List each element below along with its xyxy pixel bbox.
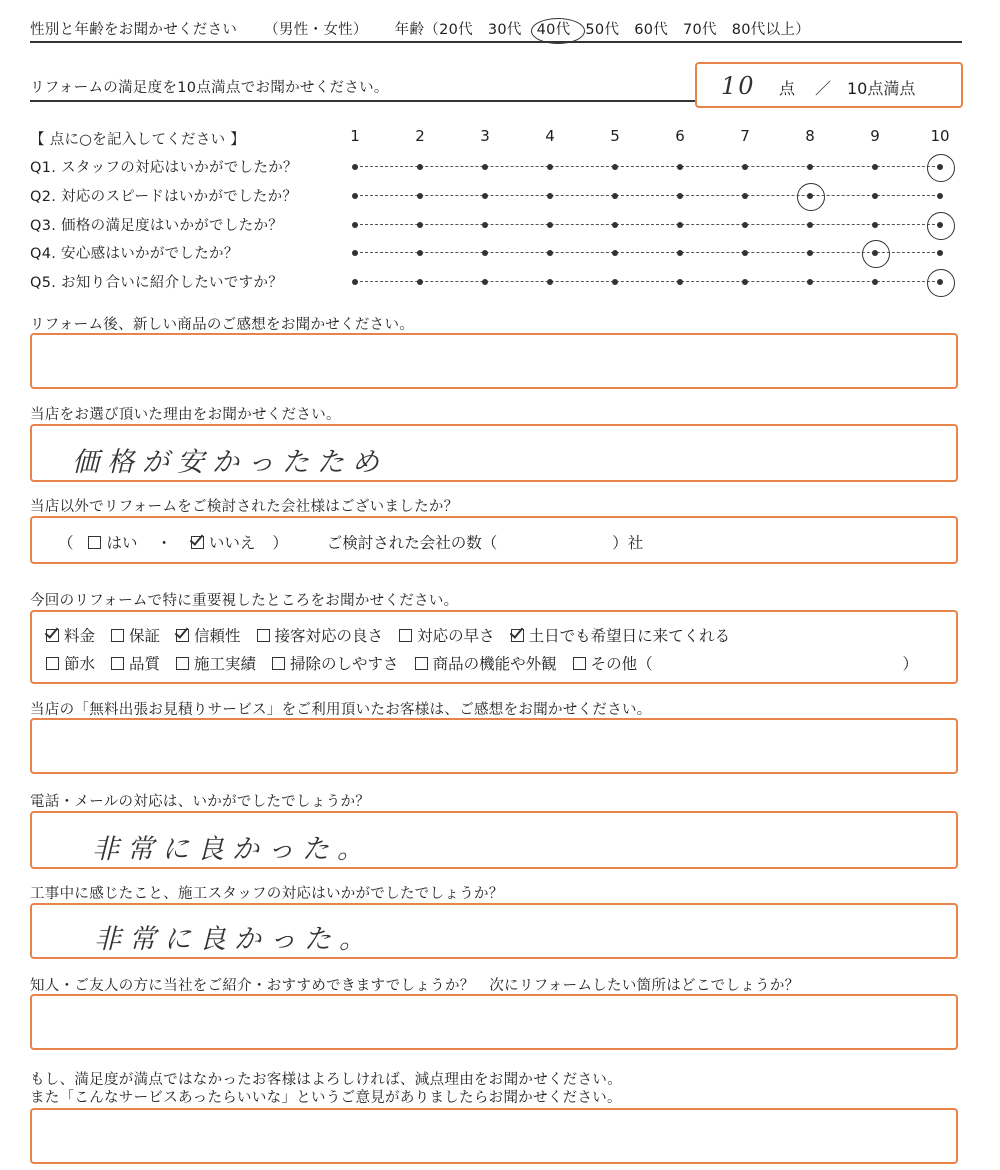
rating-instruction: 【 点に○を記入してください 】 [30, 132, 246, 148]
rating-point[interactable] [937, 193, 943, 199]
rating-point[interactable] [352, 222, 358, 228]
rating-point[interactable] [417, 222, 423, 228]
scale-label: 10 [930, 127, 950, 145]
rating-point[interactable] [872, 164, 878, 170]
priority-label: 対応の早さ [417, 627, 495, 645]
rating-point[interactable] [547, 222, 553, 228]
other-companies-answer [30, 516, 958, 564]
rating-point[interactable] [352, 193, 358, 199]
age-option[interactable]: 70代 [682, 22, 717, 38]
divider [30, 41, 962, 43]
scale-label: 9 [870, 127, 880, 145]
gender-age-row [30, 18, 810, 39]
priority-option[interactable] [46, 655, 95, 673]
answer-text: 非常に良かった。 [92, 834, 372, 865]
divider [30, 100, 695, 102]
selected-rating-circle [797, 183, 825, 211]
priorities-row [46, 652, 936, 674]
rating-point[interactable] [872, 279, 878, 285]
rating-point[interactable] [482, 193, 488, 199]
phone-mail-answer[interactable] [30, 811, 958, 869]
rating-point[interactable] [742, 164, 748, 170]
scale-label: 7 [740, 127, 750, 145]
priority-option[interactable] [176, 627, 241, 645]
rating-point[interactable] [547, 164, 553, 170]
priority-label: 接客対応の良さ [274, 627, 384, 645]
phone-mail-prompt: 電話・メールの対応は、いかがでしたでしょうか？ [30, 794, 371, 810]
rating-point[interactable] [872, 222, 878, 228]
selected-rating-circle [927, 269, 955, 297]
scale-label: 2 [415, 127, 425, 145]
priority-label: 信頼性 [194, 627, 241, 645]
rating-line [355, 224, 940, 225]
referral-prompt: 知人・ご友人の方に当社をご紹介・おすすめできますでしょうか？ 次にリフォームしたい箇所はどこでしょうか？ [30, 978, 800, 994]
reason-answer[interactable] [30, 424, 958, 482]
other-close-paren: ） [902, 655, 918, 673]
checkbox[interactable] [573, 657, 586, 670]
other-companies-prompt: 当店以外でリフォームをご検討された会社様はございましたか？ [30, 499, 459, 515]
checkbox[interactable] [111, 629, 124, 642]
scale-label: 3 [480, 127, 490, 145]
rating-point[interactable] [352, 250, 358, 256]
rating-point[interactable] [417, 250, 423, 256]
checkbox[interactable] [511, 629, 524, 642]
priority-label: 商品の機能や外観 [432, 655, 557, 673]
rating-line [355, 281, 940, 282]
free-estimate-prompt: 当店の「無料出張お見積りサービス」をご利用頂いたお客様は、ご感想をお聞かせください。 [30, 702, 652, 718]
score-unit: 点 [779, 79, 796, 98]
no-checkbox[interactable]: いいえ [191, 534, 256, 552]
rating-point[interactable] [482, 164, 488, 170]
rating-point[interactable] [612, 193, 618, 199]
deduction-prompt-1: もし、満足度が満点ではなかったお客様はよろしければ、減点理由をお聞かせください。 [30, 1072, 622, 1088]
question-label: Q1. スタッフの対応はいかがでしたか？ [30, 160, 298, 176]
construction-answer[interactable] [30, 903, 958, 959]
company-count-label: ご検討された会社の数（ [326, 534, 498, 552]
referral-answer[interactable] [30, 994, 958, 1050]
rating-point[interactable] [352, 279, 358, 285]
rating-point[interactable] [482, 279, 488, 285]
priorities-prompt: 今回のリフォームで特に重要視したところをお聞かせください。 [30, 593, 459, 609]
checkbox[interactable] [111, 657, 124, 670]
checkbox[interactable] [272, 657, 285, 670]
rating-point[interactable] [677, 279, 683, 285]
rating-point[interactable] [742, 250, 748, 256]
score-separator: ／ [815, 79, 832, 98]
question-label: Q3. 価格の満足度はいかがでしたか？ [30, 217, 284, 234]
priority-option[interactable] [272, 655, 399, 673]
scale-label: 8 [805, 127, 815, 145]
priority-label: 品質 [129, 655, 161, 673]
rating-point[interactable] [482, 222, 488, 228]
scale-label: 5 [610, 127, 620, 145]
score-max: 10点満点 [847, 79, 916, 98]
checkbox[interactable] [46, 657, 59, 670]
age-option[interactable]: 60代 [634, 22, 669, 38]
priority-option[interactable] [257, 627, 384, 645]
priority-label: その他（ [590, 655, 653, 673]
checkbox[interactable] [399, 629, 412, 642]
rating-point[interactable] [807, 222, 813, 228]
priority-option[interactable] [111, 655, 160, 673]
rating-line [355, 166, 940, 167]
age-option[interactable]: 30代 [487, 22, 522, 38]
rating-point[interactable] [612, 279, 618, 285]
score-value: 10 [721, 72, 756, 100]
yes-checkbox[interactable]: はい [88, 534, 137, 552]
priority-option[interactable] [415, 655, 557, 673]
rating-point[interactable] [417, 164, 423, 170]
priority-option[interactable] [176, 655, 256, 673]
age-option[interactable]: 80代以上） [731, 22, 811, 38]
scale-label: 4 [545, 127, 555, 145]
separator-dot: ・ [156, 534, 172, 552]
checkbox[interactable] [176, 629, 189, 642]
construction-prompt: 工事中に感じたこと、施工スタッフの対応はいかがでしたでしょうか？ [30, 886, 504, 902]
priority-option[interactable] [111, 627, 160, 645]
gender-age-prompt: 性別と年齢をお聞かせください [30, 22, 238, 38]
rating-point[interactable] [547, 250, 553, 256]
free-estimate-answer[interactable] [30, 718, 958, 774]
priority-label: 施工実績 [194, 655, 257, 673]
rating-point[interactable] [742, 279, 748, 285]
priority-option[interactable] [399, 627, 495, 645]
age-option-selected[interactable]: 40代 [537, 22, 571, 38]
priority-label: 保証 [129, 627, 161, 645]
rating-point[interactable] [872, 193, 878, 199]
checkbox[interactable] [46, 629, 59, 642]
rating-point[interactable] [417, 279, 423, 285]
rating-point[interactable] [612, 164, 618, 170]
priority-option[interactable] [46, 627, 95, 645]
rating-point[interactable] [677, 164, 683, 170]
deduction-prompt-2: また「こんなサービスあったらいいな」というご意見がありましたらお聞かせください。 [30, 1090, 622, 1106]
question-label: Q4. 安心感はいかがでしたか？ [30, 246, 239, 263]
scale-label: 6 [675, 127, 685, 145]
checkbox[interactable] [415, 657, 428, 670]
paren-close: ） [272, 534, 288, 552]
answer-text: 価格が安かったため [72, 447, 387, 478]
rating-point[interactable] [612, 222, 618, 228]
rating-point[interactable] [807, 250, 813, 256]
priorities-row [46, 624, 746, 646]
age-option[interactable]: 50代 [585, 22, 620, 38]
gender-options[interactable]: （男性・女性） [264, 22, 368, 38]
checkbox[interactable] [176, 657, 189, 670]
satisfaction-score-box[interactable] [695, 62, 963, 108]
rating-point[interactable] [417, 193, 423, 199]
rating-point[interactable] [742, 193, 748, 199]
age-option[interactable]: 20代 [439, 22, 473, 38]
priority-label: 掃除のしやすさ [290, 655, 399, 673]
priority-label: 節水 [64, 655, 96, 673]
age-label: 年齢（ [394, 22, 440, 38]
new-product-prompt: リフォーム後、新しい商品のご感想をお聞かせください。 [30, 317, 415, 333]
rating-point[interactable] [742, 222, 748, 228]
paren-open: （ [58, 534, 74, 552]
satisfaction-prompt: リフォームの満足度を10点満点でお聞かせください。 [30, 80, 389, 96]
rating-point[interactable] [677, 193, 683, 199]
rating-point[interactable] [807, 164, 813, 170]
rating-point[interactable] [807, 279, 813, 285]
rating-point[interactable] [547, 279, 553, 285]
rating-point[interactable] [547, 193, 553, 199]
rating-point[interactable] [677, 250, 683, 256]
priority-label: 料金 [64, 627, 96, 645]
rating-point[interactable] [352, 164, 358, 170]
checkbox[interactable] [257, 629, 270, 642]
rating-point[interactable] [482, 250, 488, 256]
deduction-answer[interactable] [30, 1108, 958, 1164]
selected-rating-circle [862, 240, 890, 268]
rating-point[interactable] [677, 222, 683, 228]
priority-label: 土日でも希望日に来てくれる [528, 627, 731, 645]
priority-option[interactable] [573, 655, 653, 673]
answer-text: 非常に良かった。 [94, 924, 374, 955]
rating-line [355, 252, 940, 253]
company-count-suffix: ）社 [612, 534, 644, 552]
rating-point[interactable] [612, 250, 618, 256]
selected-rating-circle [927, 212, 955, 240]
rating-point[interactable] [937, 250, 943, 256]
scale-label: 1 [350, 127, 360, 145]
priorities-box [30, 610, 958, 684]
rating-line [355, 195, 940, 196]
new-product-answer[interactable] [30, 333, 958, 389]
selected-rating-circle [927, 154, 955, 182]
priority-option[interactable] [511, 627, 731, 645]
question-label: Q5. お知り合いに紹介したいですか？ [30, 275, 284, 292]
reason-prompt: 当店をお選び頂いた理由をお聞かせください。 [30, 407, 341, 423]
question-label: Q2. 対応のスピードはいかがでしたか？ [30, 188, 298, 205]
